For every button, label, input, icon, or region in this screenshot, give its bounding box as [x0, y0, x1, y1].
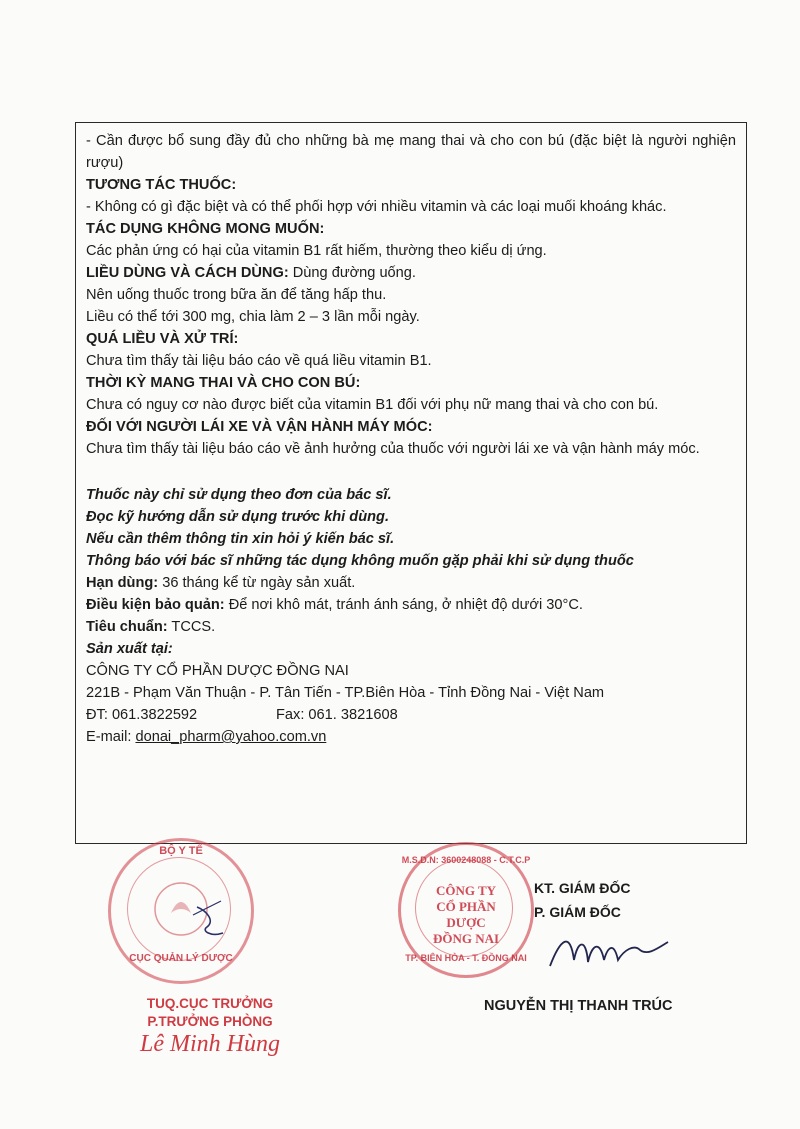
ministry-stamp-bottom-text: CỤC QUẢN LÝ DƯỢC	[129, 953, 233, 964]
company-stamp-center-text: CÔNG TY CỔ PHẦN DƯỢC ĐỒNG NAI	[432, 883, 500, 946]
contact-line	[86, 704, 736, 726]
warning-ask-doctor: Nếu cần thêm thông tin xin hỏi ý kiến bác sĩ.	[86, 531, 395, 547]
ministry-emblem-icon	[111, 841, 251, 981]
driving-text: Chưa tìm thấy tài liệu báo cáo về ảnh hưởng của thuốc với người lái xe và vận hành máy móc.	[86, 441, 700, 457]
manufacturer-label: Sản xuất tại:	[86, 641, 173, 657]
dosage-line	[86, 262, 736, 284]
supplement-note: - Cần được bổ sung đầy đủ cho những bà mẹ mang thai và cho con bú (đặc biệt là người nghiện rượu)	[86, 133, 736, 171]
right-title-line2: P. GIÁM ĐỐC	[534, 904, 621, 920]
right-signature-titles	[534, 876, 630, 924]
side-effects-text: Các phản ứng có hại của vitamin B1 rất hiếm, thường theo kiểu dị ứng.	[86, 243, 547, 259]
email-label: E-mail:	[86, 729, 136, 745]
interactions-text: - Không có gì đặc biệt và có thể phối hợp với nhiều vitamin và các loại muối khoáng khác.	[86, 199, 667, 215]
company-address: 221B - Phạm Văn Thuận - P. Tân Tiến - TP.Biên Hòa - Tỉnh Đồng Nai - Việt Nam	[86, 685, 605, 701]
pregnancy-text: Chưa có nguy cơ nào được biết của vitamin B1 đối với phụ nữ mang thai và cho con bú.	[86, 397, 659, 413]
storage-label: Điều kiện bảo quản:	[86, 597, 225, 613]
driving-heading: ĐỐI VỚI NGƯỜI LÁI XE VÀ VẬN HÀNH MÁY MÓC:	[86, 419, 433, 435]
company-stamp-bottom-text: TP. BIÊN HÒA - T. ĐỒNG NAI	[405, 953, 527, 963]
side-effects-heading: TÁC DỤNG KHÔNG MONG MUỐN:	[86, 221, 325, 237]
company-stamp	[398, 842, 534, 978]
ministry-stamp-top-text: BỘ Y TẾ	[159, 845, 203, 857]
expiry-value: 36 tháng kể từ ngày sản xuất.	[158, 575, 356, 591]
expiry-label: Hạn dùng:	[86, 575, 159, 591]
standard-label: Tiêu chuẩn:	[86, 619, 168, 635]
standard-value: TCCS.	[167, 619, 216, 635]
company-stamp-ring-text: M.S.D.N: 3600248088 - C.T.C.P	[401, 855, 531, 865]
left-signature-block	[140, 995, 280, 1057]
left-signature-line2: P.TRƯỞNG PHÒNG	[147, 1014, 273, 1029]
phone-number: ĐT: 061.3822592	[86, 707, 198, 723]
warning-report-effects: Thông báo với bác sĩ những tác dụng không muốn gặp phải khi sử dụng thuốc	[86, 553, 634, 569]
interactions-heading: TƯƠNG TÁC THUỐC:	[86, 177, 237, 193]
dosage-inline: Dùng đường uống.	[288, 265, 416, 281]
right-title-line1: KT. GIÁM ĐỐC	[534, 880, 631, 896]
fax-number: Fax: 061. 3821608	[276, 707, 398, 723]
right-signature-name: NGUYỄN THỊ THANH TRÚC	[484, 998, 673, 1014]
warning-read-instructions: Đọc kỹ hướng dẫn sử dụng trước khi dùng.	[86, 509, 390, 525]
email-line	[86, 726, 736, 748]
overdose-heading: QUÁ LIỀU VÀ XỬ TRÍ:	[86, 331, 239, 347]
dosage-line2: Nên uống thuốc trong bữa ăn để tăng hấp thu.	[86, 287, 387, 303]
storage-value: Để nơi khô mát, tránh ánh sáng, ở nhiệt độ dưới 30°C.	[224, 597, 583, 613]
standard-line	[86, 616, 736, 638]
storage-line	[86, 594, 736, 616]
company-name: CÔNG TY CỔ PHẦN DƯỢC ĐỒNG NAI	[86, 663, 349, 679]
pregnancy-heading: THỜI KỲ MANG THAI VÀ CHO CON BÚ:	[86, 375, 361, 391]
document-body	[86, 130, 736, 748]
left-signature-name: Lê Minh Hùng	[140, 1031, 280, 1057]
dosage-line3: Liều có thể tới 300 mg, chia làm 2 – 3 lần mỗi ngày.	[86, 309, 420, 325]
dosage-heading: LIỀU DÙNG VÀ CÁCH DÙNG:	[86, 265, 289, 281]
left-signature-line1: TUQ.CỤC TRƯỞNG	[146, 996, 274, 1011]
overdose-text: Chưa tìm thấy tài liệu báo cáo về quá liều vitamin B1.	[86, 353, 432, 369]
expiry-line	[86, 572, 736, 594]
email-address: donai_pharm@yahoo.com.vn	[135, 729, 327, 745]
warning-prescription: Thuốc này chỉ sử dụng theo đơn của bác sĩ.	[86, 487, 392, 503]
director-signature-icon	[540, 920, 690, 980]
ministry-stamp	[108, 838, 254, 984]
